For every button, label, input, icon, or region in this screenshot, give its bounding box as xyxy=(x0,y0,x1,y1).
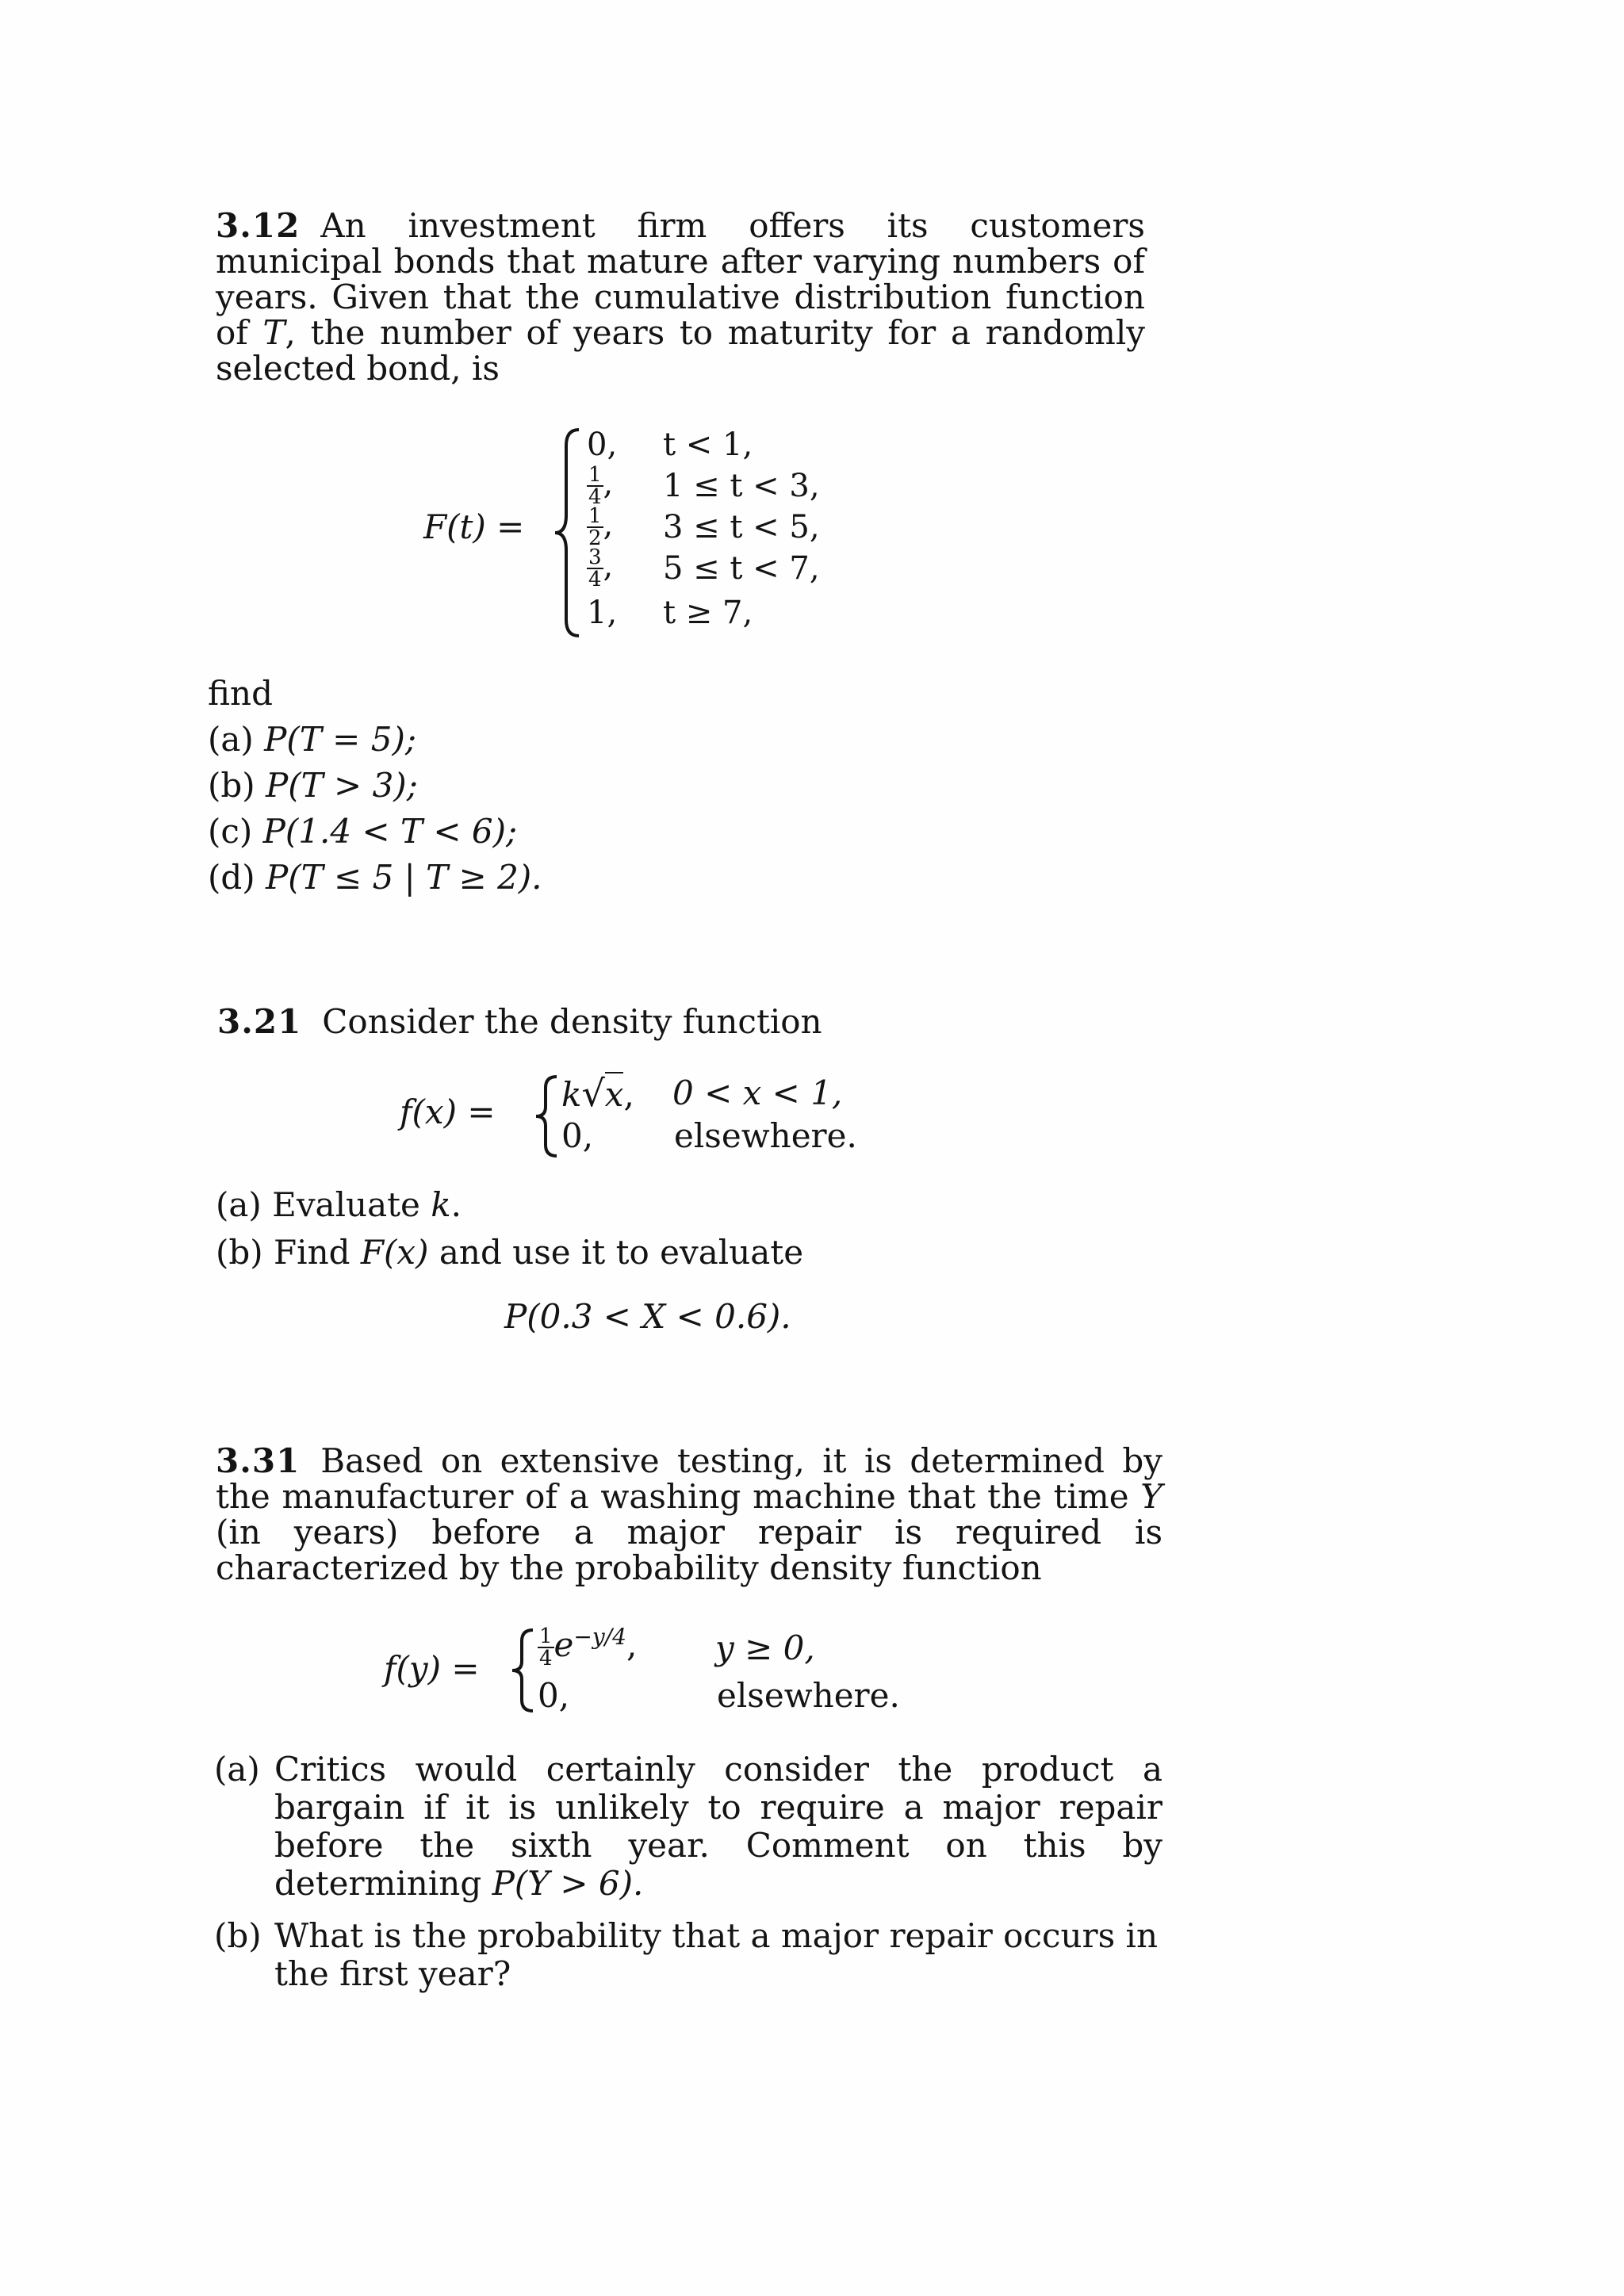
part-item: (d) P(T ≤ 5 | T ≥ 2). xyxy=(208,858,542,897)
pdf-case-1-condition: y ≥ 0, xyxy=(715,1628,815,1667)
pdf-case-2: 0, xyxy=(538,1676,570,1715)
cdf-case-condition: 3 ≤ t < 5, xyxy=(663,509,820,545)
cdf-case-condition: t ≥ 7, xyxy=(663,595,753,631)
problem-3-31-part-b: (b) What is the probability that a major repair occurs in the first year? xyxy=(214,1916,1159,1993)
problem-3-12-statement xyxy=(216,208,1145,386)
pdf-case-2-condition: elsewhere. xyxy=(717,1676,900,1715)
part-item: (a) Evaluate k. xyxy=(216,1185,462,1224)
pdf-case-1-condition: 0 < x < 1, xyxy=(672,1073,843,1112)
statement-text: Consider the density function xyxy=(322,1002,822,1041)
display-probability: P(0.3 < X < 0.6). xyxy=(504,1297,791,1336)
part-item: (b) Find F(x) and use it to evaluate xyxy=(216,1233,804,1272)
statement-text: (in years) before a major repair is required is characterized by the probability density function xyxy=(216,1513,1162,1587)
part-item: (b) P(T > 3); xyxy=(208,766,418,805)
variable-T: T xyxy=(262,313,285,352)
cdf-case-row: $\frac{1}{4}$ , xyxy=(588,463,614,509)
statement-text: An investment firm offers its customers municipal bonds that mature after varying numbers of years. Given that the cumulative distribution function of xyxy=(216,206,1145,352)
cdf-case-row xyxy=(587,427,617,463)
cdf-case-condition: t < 1, xyxy=(663,427,753,463)
statement-text: Based on extensive testing, it is determined by the manufacturer of a washing machine that the time xyxy=(216,1441,1162,1516)
pdf-case-1: k√x, xyxy=(561,1072,634,1115)
problem-3-12-parts xyxy=(208,671,542,901)
pdf-brace xyxy=(509,1627,536,1714)
cdf-case-row: $\frac{3}{4}$ , xyxy=(588,545,614,591)
find-label: find xyxy=(208,674,273,713)
pdf-case-1: $\frac{1}{4}$ $e^{-y/4}$, xyxy=(539,1624,638,1670)
cdf-case-condition: 1 ≤ t < 3, xyxy=(663,468,820,504)
cdf-cases xyxy=(587,427,904,639)
cdf-brace xyxy=(552,427,584,639)
pdf-lhs: f(y) = xyxy=(384,1649,480,1688)
cdf-case-condition: 5 ≤ t < 7, xyxy=(663,550,820,587)
pdf-brace xyxy=(533,1073,560,1159)
cdf-case-row: $\frac{1}{2}$ , xyxy=(588,504,614,550)
part-item: (a) P(T = 5); xyxy=(208,720,416,759)
problem-3-31-part-a: (a) Critics would certainly consider the product a bargain if it is unlikely to require a major repair before the sixth year. Comment on this by determining P(Y > 6). xyxy=(214,1750,1162,1903)
pdf-case-2: 0, xyxy=(561,1116,594,1155)
pdf-case-2-condition: elsewhere. xyxy=(674,1116,857,1155)
problem-3-21-statement xyxy=(217,1004,1090,1039)
cdf-lhs: F(t) = xyxy=(423,507,525,546)
cdf-case-row: 1, xyxy=(587,595,618,631)
fraction: $\frac{1}{2}$ xyxy=(588,504,602,550)
case-value: 0, xyxy=(587,427,618,463)
fraction: $\frac{1}{4}$ xyxy=(588,463,602,509)
variable-Y: Y xyxy=(1140,1477,1162,1516)
problem-number: 3.21 xyxy=(217,1002,302,1041)
problem-number: 3.31 xyxy=(216,1441,301,1480)
part-item: (c) P(1.4 < T < 6); xyxy=(208,812,518,851)
fraction: $\frac{1}{4}$ xyxy=(539,1624,553,1670)
fraction: $\frac{3}{4}$ xyxy=(588,545,602,591)
problem-3-31-statement xyxy=(216,1443,1162,1586)
problem-number: 3.12 xyxy=(216,206,301,245)
statement-text: , the number of years to maturity for a randomly selected bond, is xyxy=(216,313,1145,388)
problem-3-21-parts xyxy=(216,1181,803,1276)
pdf-lhs: f(x) = xyxy=(400,1093,496,1131)
